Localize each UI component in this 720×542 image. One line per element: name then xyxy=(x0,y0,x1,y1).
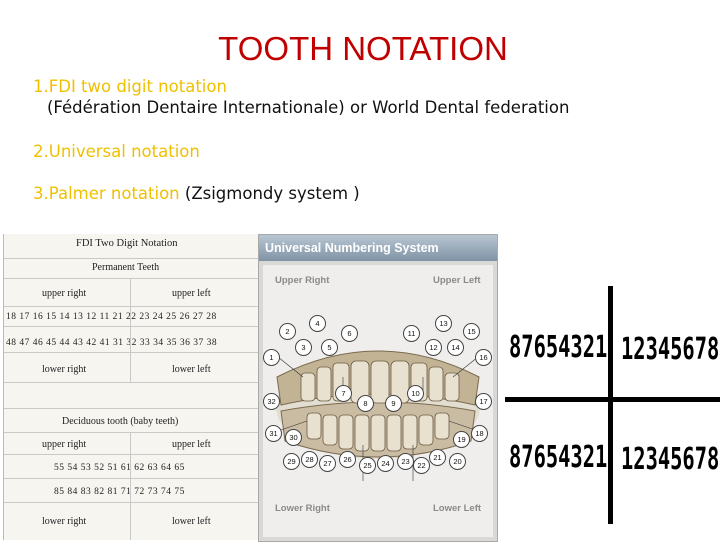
fdi-permanent-lower-row: 48 47 46 45 44 43 42 41 31 32 33 34 35 36 37 38 xyxy=(6,338,218,348)
divider xyxy=(4,278,258,279)
divider xyxy=(4,408,258,409)
fdi-description: (Fédération Dentaire Internationale) or World Dental federation xyxy=(47,98,570,117)
tooth-number-16: 16 xyxy=(475,349,492,366)
tooth-number-19: 19 xyxy=(453,431,470,448)
tooth-number-1: 1 xyxy=(263,349,280,366)
tooth-number-8: 8 xyxy=(357,395,374,412)
tooth-number-3: 3 xyxy=(295,339,312,356)
palmer-upper-right: 87654321 xyxy=(509,330,608,365)
divider xyxy=(4,326,258,327)
tooth-number-10: 10 xyxy=(407,385,424,402)
fdi-table-heading: FDI Two Digit Notation xyxy=(76,238,178,249)
divider xyxy=(4,258,258,259)
divider xyxy=(4,478,258,479)
universal-numbering-panel xyxy=(258,234,498,542)
tooth-number-27: 27 xyxy=(319,455,336,472)
upper-right-label: Upper Right xyxy=(275,275,330,286)
divider xyxy=(4,352,258,353)
teeth-illustration xyxy=(263,265,493,537)
fdi-deciduous-lower-left-label: lower left xyxy=(172,516,211,527)
tooth-number-4: 4 xyxy=(309,315,326,332)
fdi-deciduous-lower-right-label: lower right xyxy=(42,516,87,527)
tooth-number-22: 22 xyxy=(413,457,430,474)
palmer-horizontal-line xyxy=(505,397,720,402)
fdi-notation-table xyxy=(3,234,258,540)
tooth-number-24: 24 xyxy=(377,455,394,472)
permanent-teeth-label: Permanent Teeth xyxy=(92,262,160,273)
tooth-number-15: 15 xyxy=(463,323,480,340)
tooth-number-29: 29 xyxy=(283,453,300,470)
tooth-number-32: 32 xyxy=(263,393,280,410)
tooth-number-30: 30 xyxy=(285,429,302,446)
tooth-number-17: 17 xyxy=(475,393,492,410)
zsigmondy-system-text: (Zsigmondy system ) xyxy=(179,184,360,203)
divider xyxy=(4,454,258,455)
tooth-number-14: 14 xyxy=(447,339,464,356)
palmer-lower-left: 12345678 xyxy=(621,442,720,477)
fdi-upper-right-label: upper right xyxy=(42,288,87,299)
palmer-lower-right: 87654321 xyxy=(509,440,608,475)
tooth-number-26: 26 xyxy=(339,451,356,468)
tooth-number-7: 7 xyxy=(335,385,352,402)
palmer-notation-heading: 3.Palmer notation xyxy=(33,184,180,203)
tooth-number-9: 9 xyxy=(385,395,402,412)
fdi-deciduous-upper-row: 55 54 53 52 51 61 62 63 64 65 xyxy=(54,463,185,473)
fdi-deciduous-upper-right-label: upper right xyxy=(42,439,87,450)
tooth-number-2: 2 xyxy=(279,323,296,340)
divider xyxy=(4,502,258,503)
tooth-number-13: 13 xyxy=(435,315,452,332)
tooth-number-6: 6 xyxy=(341,325,358,342)
tooth-number-25: 25 xyxy=(359,457,376,474)
tooth-number-23: 23 xyxy=(397,453,414,470)
tooth-number-12: 12 xyxy=(425,339,442,356)
tooth-number-20: 20 xyxy=(449,453,466,470)
tooth-number-28: 28 xyxy=(301,451,318,468)
fdi-permanent-upper-row: 18 17 16 15 14 13 12 11 21 22 23 24 25 26 27 28 xyxy=(6,312,217,322)
tooth-number-5: 5 xyxy=(321,339,338,356)
dentition-illustration xyxy=(263,265,493,537)
divider xyxy=(4,306,258,307)
fdi-lower-right-label: lower right xyxy=(42,364,87,375)
deciduous-teeth-label: Deciduous tooth (baby teeth) xyxy=(62,416,179,427)
fdi-deciduous-upper-left-label: upper left xyxy=(172,439,211,450)
lower-left-label: Lower Left xyxy=(433,503,482,514)
page-title: TOOTH NOTATION xyxy=(218,30,508,67)
divider xyxy=(4,382,258,383)
divider xyxy=(130,432,131,540)
divider xyxy=(130,278,131,382)
tooth-number-21: 21 xyxy=(429,449,446,466)
fdi-upper-left-label: upper left xyxy=(172,288,211,299)
fdi-lower-left-label: lower left xyxy=(172,364,211,375)
divider xyxy=(4,432,258,433)
tooth-number-11: 11 xyxy=(403,325,420,342)
universal-notation-heading: 2.Universal notation xyxy=(33,142,200,161)
palmer-vertical-line xyxy=(608,286,613,524)
tooth-number-18: 18 xyxy=(471,425,488,442)
lower-right-label: Lower Right xyxy=(275,503,330,514)
palmer-notation-line xyxy=(33,184,360,203)
fdi-deciduous-lower-row: 85 84 83 82 81 71 72 73 74 75 xyxy=(54,487,185,497)
upper-left-label: Upper Left xyxy=(433,275,481,286)
fdi-notation-heading: 1.FDI two digit notation xyxy=(33,77,227,96)
palmer-notation-grid xyxy=(505,286,720,526)
palmer-upper-left: 12345678 xyxy=(621,332,720,367)
tooth-number-31: 31 xyxy=(265,425,282,442)
universal-numbering-header: Universal Numbering System xyxy=(259,235,497,261)
